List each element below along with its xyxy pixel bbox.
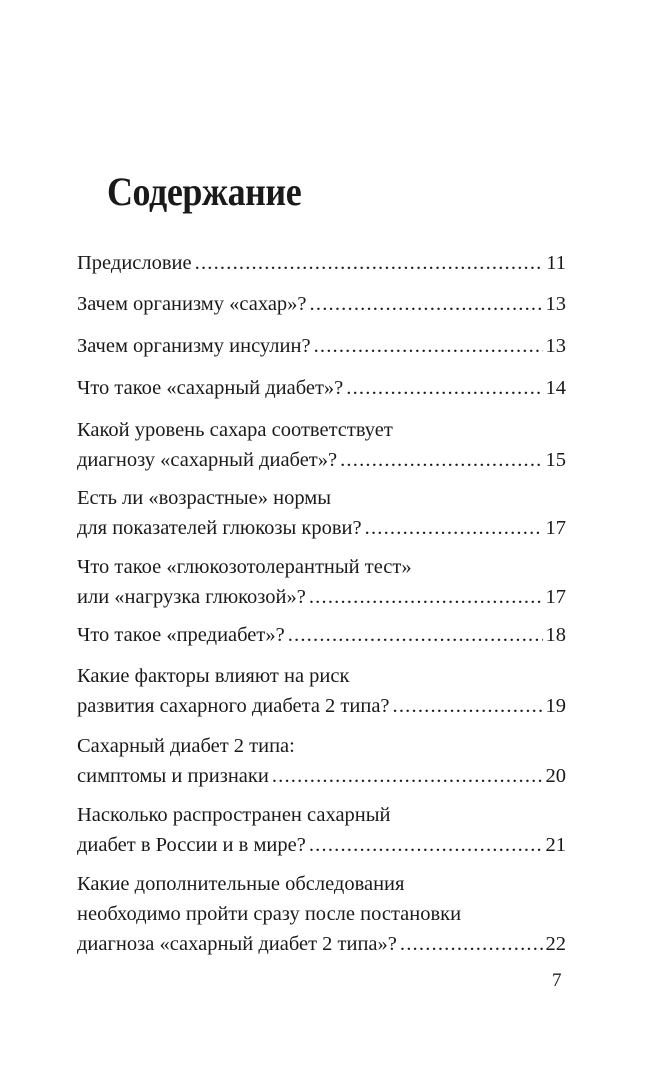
toc-entry-line: необходимо пройти сразу после постановки	[77, 903, 462, 925]
dot-leader	[195, 251, 543, 275]
toc-page-number: 21	[545, 834, 566, 856]
toc-entry-line	[77, 932, 566, 956]
toc-entry-line	[77, 334, 566, 358]
toc-entry[interactable]	[77, 418, 566, 472]
page-title: Содержание	[107, 169, 302, 214]
toc-page-number: 17	[545, 586, 566, 608]
toc-entry-title: Что такое «сахарный диабет»?	[77, 377, 344, 399]
toc-entry[interactable]	[77, 251, 566, 275]
toc-entry[interactable]	[77, 292, 566, 316]
toc-entry[interactable]	[77, 803, 566, 857]
dot-leader	[393, 694, 543, 718]
toc-entry[interactable]	[77, 872, 566, 956]
toc-entry[interactable]	[77, 555, 566, 609]
toc-page-number: 18	[545, 624, 566, 646]
toc-entry[interactable]	[77, 486, 566, 540]
dot-leader	[309, 833, 543, 857]
toc-entry-line	[77, 585, 566, 609]
dot-leader	[314, 334, 543, 358]
toc-entry-line	[77, 623, 566, 647]
toc-page-number: 22	[545, 933, 566, 955]
toc-entry-title: Предисловие	[77, 252, 192, 274]
toc-entry-line: Какие дополнительные обследования	[77, 873, 405, 895]
toc-entry-line	[77, 251, 566, 275]
toc-entry-line: Есть ли «возрастные» нормы	[77, 487, 332, 509]
toc-entry-title: Что такое «предиабет»?	[77, 624, 285, 646]
toc-entry[interactable]	[77, 734, 566, 788]
toc-entry-line: Какой уровень сахара соответствует	[77, 419, 393, 441]
toc-entry-line	[77, 448, 566, 472]
toc-entry[interactable]	[77, 664, 566, 718]
toc-page-number: 13	[545, 293, 566, 315]
toc-entry-line	[77, 376, 566, 400]
dot-leader	[365, 516, 543, 540]
toc-entry-line	[77, 292, 566, 316]
toc-entry-line	[77, 833, 566, 857]
toc-entry-line	[77, 516, 566, 540]
toc-entry-line: Сахарный диабет 2 типа:	[77, 735, 295, 757]
toc-entry-title: диагнозу «сахарный диабет»?	[77, 449, 338, 471]
dot-leader	[346, 376, 542, 400]
dot-leader	[309, 585, 543, 609]
toc-page-number: 19	[545, 695, 566, 717]
toc-entry-title: Зачем организму «сахар»?	[77, 293, 307, 315]
toc-entry-line: Насколько распространен сахарный	[77, 804, 391, 826]
toc-page-number: 20	[545, 765, 566, 787]
toc-entry-title: симптомы и признаки	[77, 765, 269, 787]
toc-entry[interactable]	[77, 376, 566, 400]
page-number: 7	[552, 970, 562, 991]
toc-entry[interactable]	[77, 334, 566, 358]
toc-page-number: 13	[545, 335, 566, 357]
toc-entry-line: Что такое «глюкозотолерантный тест»	[77, 556, 412, 578]
toc-page-number: 11	[546, 252, 566, 274]
dot-leader	[272, 764, 543, 788]
toc-entry-title: диабет в России и в мире?	[77, 834, 306, 856]
toc-page-number: 14	[545, 377, 566, 399]
toc-entry-title: Зачем организму инсулин?	[77, 335, 311, 357]
toc-page-number: 15	[545, 449, 566, 471]
dot-leader	[400, 932, 543, 956]
toc-entry-line: Какие факторы влияют на риск	[77, 665, 350, 687]
toc-entry-line	[77, 764, 566, 788]
toc-page-number: 17	[545, 517, 566, 539]
toc-entry-title: или «нагрузка глюкозой»?	[77, 586, 306, 608]
toc-entry-title: развития сахарного диабета 2 типа?	[77, 695, 390, 717]
toc-entry-title: диагноза «сахарный диабет 2 типа»?	[77, 933, 397, 955]
dot-leader	[288, 623, 543, 647]
dot-leader	[310, 292, 543, 316]
toc-entry-title: для показателей глюкозы крови?	[77, 517, 362, 539]
toc-entry-line	[77, 694, 566, 718]
toc-entry[interactable]	[77, 623, 566, 647]
dot-leader	[340, 448, 542, 472]
